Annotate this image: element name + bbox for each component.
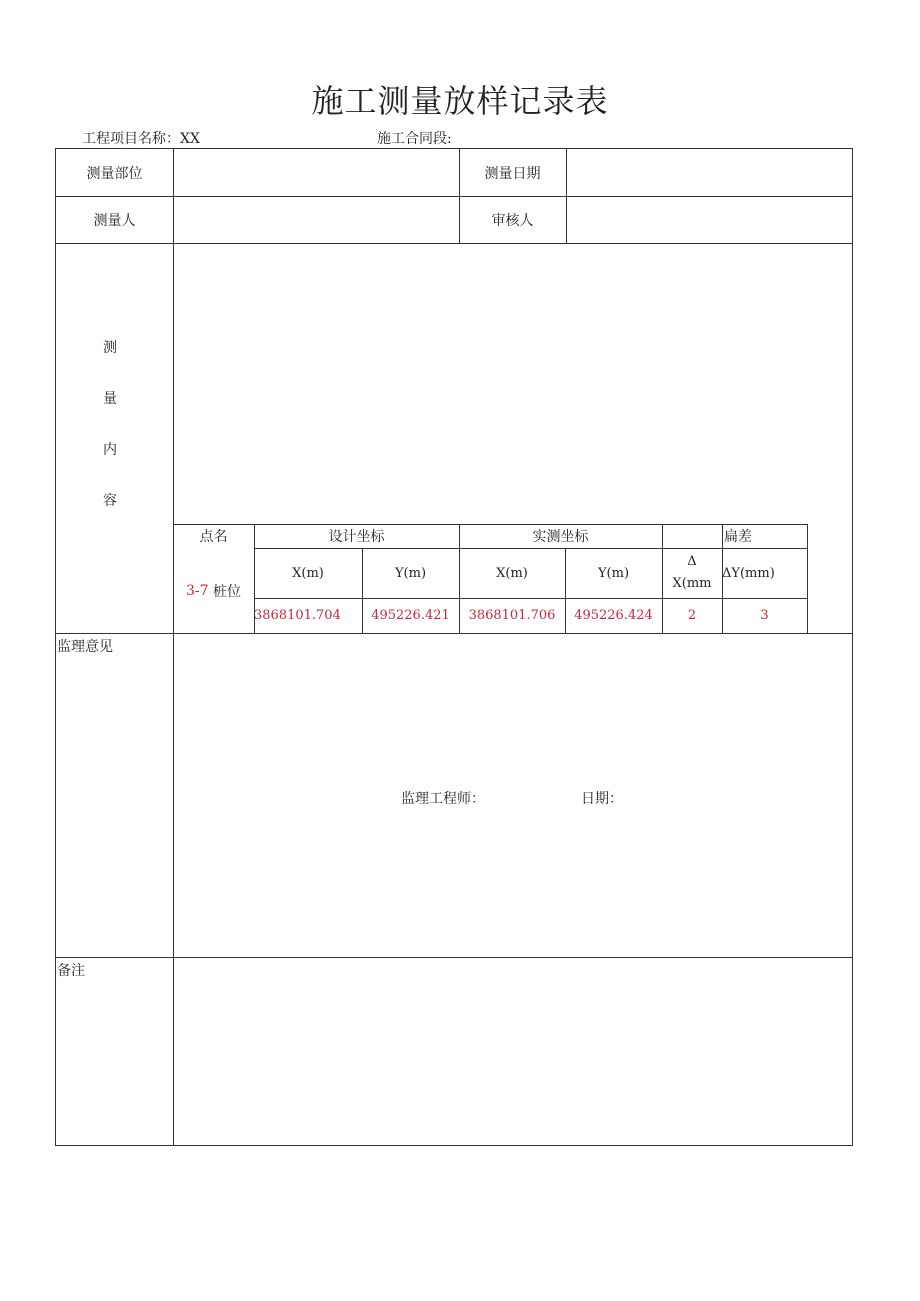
design-coord-header: 设计坐标 — [328, 529, 385, 545]
contract-section-label: 施工合同段: — [377, 131, 452, 147]
design-x-header: X(m) — [292, 565, 324, 581]
content-label-char-3: 内 — [103, 442, 117, 458]
design-x-value: 3868101.704 — [254, 608, 341, 623]
dx-header-line1: Δ — [687, 554, 697, 569]
date-label: 测量日期 — [484, 165, 541, 182]
dx-header-line2: X(mm — [672, 576, 712, 591]
measured-x-header: X(m) — [496, 565, 528, 581]
reviewer-label: 审核人 — [491, 212, 534, 229]
row-divider-2 — [56, 243, 853, 244]
record-form — [55, 148, 853, 1146]
measured-coord-header: 实测坐标 — [532, 529, 589, 545]
deviation-header: 扁差 — [724, 529, 752, 545]
remarks-field[interactable] — [174, 958, 853, 1146]
project-name-label: 工程项目名称：XX — [82, 131, 200, 147]
design-y-value: 495226.421 — [371, 608, 450, 623]
point-suffix: 桩位 — [213, 583, 241, 600]
dy-header: ΔY(mm) — [722, 565, 775, 581]
measured-x-value: 3868101.706 — [468, 608, 556, 623]
supervision-date-label: 日期： — [581, 791, 623, 807]
page-title: 施工测量放样记录表 — [311, 82, 609, 120]
point-name-header: 点名 — [199, 529, 228, 545]
content-label-char-2: 量 — [103, 391, 117, 407]
dx-value: 2 — [687, 608, 697, 623]
measured-y-header: Y(m) — [597, 565, 630, 581]
reviewer-value[interactable] — [567, 196, 853, 243]
point-name-value — [173, 548, 254, 633]
row-divider-3 — [56, 633, 853, 634]
dy-value: 3 — [760, 608, 769, 623]
design-y-header: Y(m) — [394, 565, 427, 581]
coordinate-table — [173, 524, 808, 633]
content-label-char-1: 测 — [103, 340, 117, 356]
supervising-engineer-label: 监理工程师： — [401, 791, 485, 807]
location-value[interactable] — [174, 149, 459, 196]
point-number: 3-7 — [186, 582, 209, 599]
date-value[interactable] — [567, 149, 853, 196]
supervision-label: 监理意见 — [57, 639, 113, 655]
surveyor-value[interactable] — [174, 196, 459, 243]
dx-header — [662, 548, 722, 598]
content-label-char-4: 容 — [103, 493, 117, 509]
location-label: 测量部位 — [86, 165, 143, 182]
surveyor-label: 测量人 — [93, 212, 136, 229]
remarks-label: 备注 — [57, 963, 85, 979]
measured-y-value: 495226.424 — [574, 608, 653, 623]
